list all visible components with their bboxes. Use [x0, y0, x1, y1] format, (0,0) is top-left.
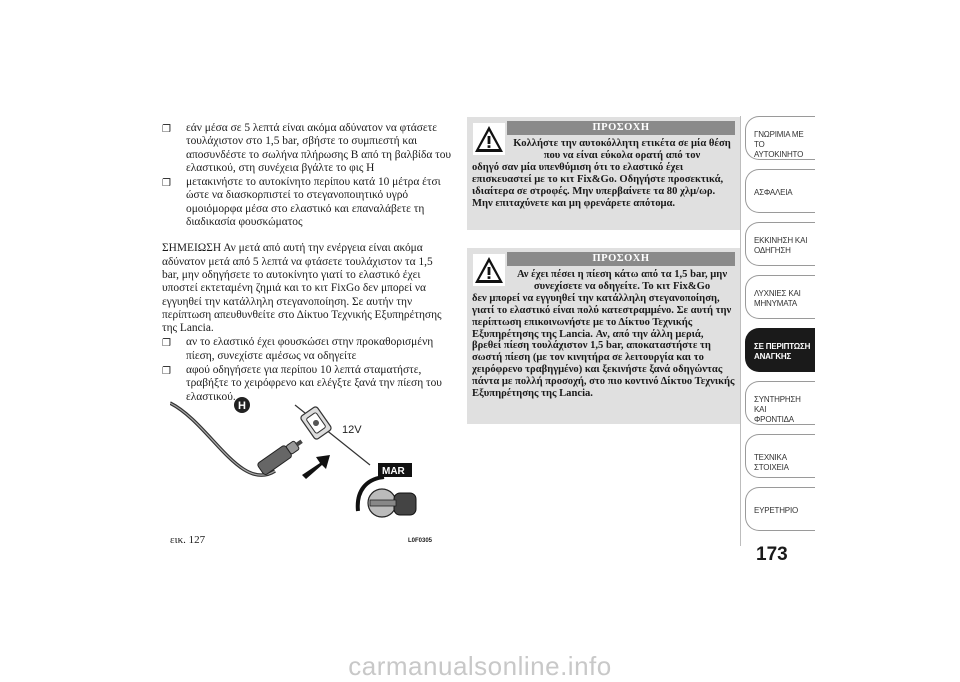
bullet-text: μετακινήστε το αυτοκίνητο περίπου κατά 10 μέτρα έτσι ώστε να διασκορπιστεί το στεγανοποιητικό υγρό ομοιόμορφα μέσα στο ελαστικό και επαναλάβετε τη διαδικασία φουσκώματος — [186, 176, 441, 229]
warning-text-first: Κολλήστε την αυτοκόλλητη ετικέτα σε μία θέση που να είναι εύκολα ορατή από τον — [513, 138, 731, 161]
tab-index[interactable]: ΕΥΡΕΤΗΡΙΟ — [745, 487, 815, 531]
warning-title: ΠΡΟΣΟΧΗ — [507, 121, 735, 135]
figure-caption: εικ. 127 — [170, 534, 206, 546]
label-12v: 12V — [342, 424, 362, 436]
warning-text-rest: οδηγό σαν μία υπενθύμιση ότι το ελαστικό έχει επισκευαστεί με το κιτ Fix&Go. Οδηγήστε προσεκτικά, ιδιαίτερα σε στροφές. Μην υπερβαίνετε τα 80 χλμ/ωρ. Μην επιταχύνετε και μη φρενάρετε απότομα. — [472, 161, 724, 209]
tab-lights-messages[interactable]: ΛΥΧΝΙΕΣ ΚΑΙ ΜΗΝΥΜΑΤΑ — [745, 275, 815, 319]
warning-text-rest: δεν μπορεί να εγγυηθεί την κατάλληλη στεγανοποίηση, γιατί το ελαστικό είναι πολύ κατεστραμμένο. Σε αυτή την περίπτωση επικοινωνήστε με το Δίκτυο Τεχνικής Εξυπηρέτησης της Lancia. Αν, από την άλλη μεριά, βρεθεί πίεση τουλάχιστον 1,5 bar, αποκαταστήστε τη σωστή πίεση (με τον κινητήρα σε λειτουργία και το χειρόφρενο τραβηγμένο) και ξεκινήστε ξανά οδηγώντας πάντα με πολλή προσοχή, στο πιο κοντινό Δίκτυο Τεχνικής Εξυπηρέτησης της Lancia. — [472, 292, 735, 400]
tab-emergency[interactable]: ΣΕ ΠΕΡΙΠΤΩΣΗ ΑΝΑΓΚΗΣ — [745, 328, 815, 372]
warning-text — [472, 138, 735, 209]
label-mar: MAR — [382, 466, 405, 477]
tab-vehicle-intro[interactable]: ΓΝΩΡΙΜΙΑ ΜΕ ΤΟ ΑΥΤΟΚΙΝΗΤΟ — [745, 116, 815, 160]
tab-starting-driving[interactable]: ΕΚΚΙΝΗΣΗ ΚΑΙ ΟΔΗΓΗΣΗ — [745, 222, 815, 266]
tab-technical-data[interactable]: ΤΕΧΝΙΚΑ ΣΤΟΙΧΕΙΑ — [745, 434, 815, 478]
warning-title: ΠΡΟΣΟΧΗ — [507, 252, 735, 266]
ignition-key-icon — [368, 489, 416, 517]
bullet-item — [162, 176, 452, 229]
column-divider — [740, 116, 741, 546]
compressor-plug-illustration — [170, 383, 450, 543]
checkbox-bullet-icon: ❐ — [162, 366, 171, 378]
tab-maintenance[interactable]: ΣΥΝΤΗΡΗΣΗ ΚΑΙ ΦΡΟΝΤΙΔΑ — [745, 381, 815, 425]
checkbox-bullet-icon: ❐ — [162, 124, 171, 135]
label-h: H — [238, 400, 246, 412]
chapter-tabs — [745, 116, 815, 540]
left-column — [162, 122, 452, 405]
watermark: carmanualsonline.info — [348, 651, 612, 681]
insert-arrow-icon — [302, 455, 330, 479]
checkbox-bullet-icon: ❐ — [162, 178, 171, 190]
page-number: 173 — [756, 544, 788, 565]
bullet-text: αν το ελαστικό έχει φουσκώσει στην προκαθορισμένη πίεση, συνεχίστε αμέσως να οδηγείτε — [186, 336, 434, 362]
bullet-item — [162, 122, 452, 175]
warning-box — [467, 248, 741, 424]
bullet-text: εάν μέσα σε 5 λεπτά είναι ακόμα αδύνατον να φτάσετε τουλάχιστον στο 1,5 bar, σβήστε το συμπιεστή και αποσυνδέστε το σωλήνα πλήρωσης B από τη βαλβίδα του ελαστικού, στη συνέχεια βγάλτε το φις H — [186, 122, 452, 174]
warning-text — [472, 269, 735, 400]
warning-text-first: Αν έχει πέσει η πίεση κάτω από τα 1,5 bar, μην συνεχίσετε να οδηγείτε. Το κιτ Fix&Go — [516, 269, 728, 292]
bullet-item — [162, 336, 452, 363]
warning-box — [467, 117, 741, 230]
note-paragraph: ΣΗΜΕΙΩΣΗ Αν μετά από αυτή την ενέργεια είναι ακόμα αδύνατον μετά από 5 λεπτά να φτάσετε τουλάχιστον τα 1,5 bar, μην οδηγήσετε το αυτοκίνητο γιατί το ελαστικό έχει υποστεί εκτεταμένη ζημιά και το κιτ FixGo δεν μπορεί να εγγυηθεί την κατάλληλη στεγανοποίηση. Σε αυτήν την περίπτωση απευθυνθείτε στο Δίκτυο Τεχνικής Εξυπηρέτησης της Lancia. — [162, 242, 442, 335]
figure-code: L0F0305 — [408, 538, 433, 544]
tab-safety[interactable]: ΑΣΦΑΛΕΙΑ — [745, 169, 815, 213]
checkbox-bullet-icon: ❐ — [162, 338, 171, 350]
bullet-text: αφού οδηγήσετε για περίπου 10 λεπτά σταματήστε, τραβήξτε το χειρόφρενο και ελέγξτε ξανά την πίεση του ελαστικού. — [186, 364, 442, 403]
